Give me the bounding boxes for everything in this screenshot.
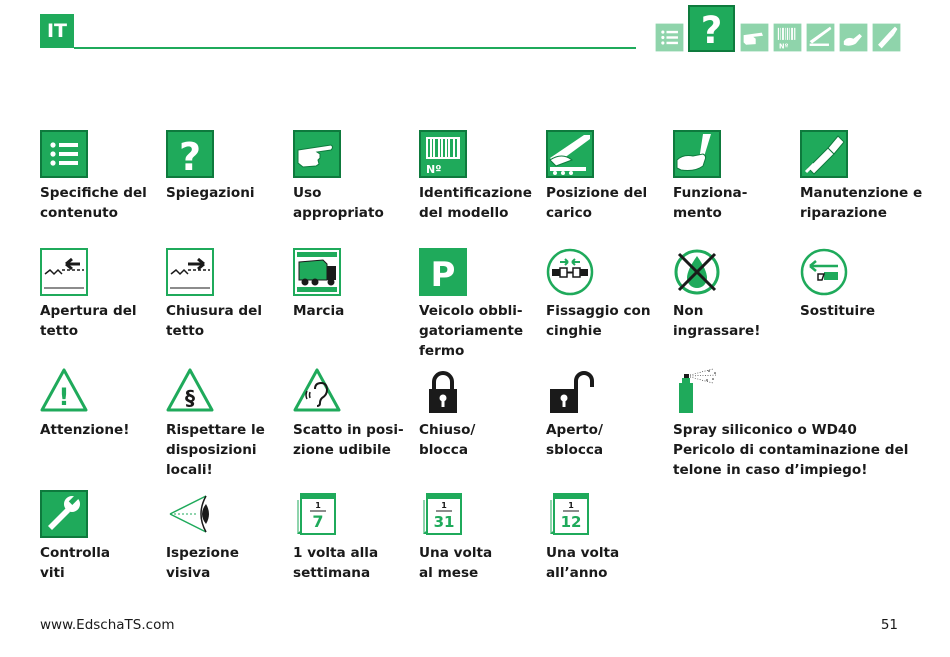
- barcode-icon: [419, 130, 467, 178]
- padlock-closed-icon: [419, 367, 467, 415]
- no-grease-icon: [673, 248, 721, 296]
- padlock-open-icon: [546, 367, 594, 415]
- item-label: Posizione del carico: [546, 185, 648, 221]
- item-driving: [293, 248, 418, 321]
- item-label: 1 volta alla settimana: [293, 545, 379, 581]
- operating-hand-icon: [673, 130, 721, 178]
- question-mark-icon: [166, 130, 214, 178]
- item-label: Una volta all’anno: [546, 545, 620, 581]
- item-label: Apertura del tetto: [40, 303, 137, 339]
- item-label: Veicolo obbli- gatoriamente fermo: [419, 303, 524, 359]
- warning-triangle-icon: [40, 367, 88, 415]
- eye-icon: [166, 490, 214, 538]
- item-audible-click: [293, 367, 418, 460]
- item-label: Spiegazioni: [166, 185, 255, 201]
- item-label: Uso appropriato: [293, 185, 384, 221]
- page-number: 51: [880, 617, 898, 633]
- item-locked: [419, 367, 544, 460]
- load-position-icon: [546, 130, 594, 178]
- item-vehicle-stopped: [419, 248, 544, 361]
- item-roof-opening: [40, 248, 165, 341]
- item-replace: [800, 248, 925, 321]
- load-position-icon[interactable]: [806, 23, 835, 52]
- svg-text:P: P: [430, 255, 456, 295]
- strap-buckle-icon: [546, 248, 594, 296]
- roof-close-arrow-icon: [166, 248, 214, 296]
- maintenance-tool-icon: [800, 130, 848, 178]
- barcode-icon[interactable]: [773, 23, 802, 52]
- item-label: Controlla viti: [40, 545, 111, 581]
- footer-url-link[interactable]: www.EdschaTS.com: [40, 617, 175, 633]
- svg-text:?: ?: [700, 8, 723, 52]
- header-rule: [74, 47, 636, 49]
- item-label: Manutenzione e riparazione: [800, 185, 923, 221]
- item-contents-spec: [40, 130, 165, 223]
- language-badge: IT: [40, 14, 74, 48]
- parking-icon: [419, 248, 467, 296]
- roof-open-arrow-icon: [40, 248, 88, 296]
- item-label: Funziona- mento: [673, 185, 748, 221]
- item-label: Ispezione visiva: [166, 545, 239, 581]
- item-label: Chiusura del tetto: [166, 303, 262, 339]
- contents-list-icon[interactable]: [655, 23, 684, 52]
- svg-text:Nº: Nº: [426, 163, 442, 176]
- item-silicone-spray: [673, 367, 923, 480]
- item-yearly: [546, 490, 671, 583]
- item-model-identification: [419, 130, 544, 223]
- paragraph-warning-icon: [166, 367, 214, 415]
- contents-list-icon: [40, 130, 88, 178]
- calendar-month-icon: [419, 490, 467, 538]
- item-operation: [673, 130, 798, 223]
- item-unlocked: [546, 367, 671, 460]
- item-label: Identificazione del modello: [419, 185, 532, 221]
- item-roof-closing: [166, 248, 291, 341]
- spray-can-icon: [673, 367, 721, 415]
- svg-text:1: 1: [315, 501, 321, 510]
- calendar-year-icon: [546, 490, 594, 538]
- item-label: Sostituire: [800, 303, 876, 319]
- item-label: Non ingrassare!: [673, 303, 761, 339]
- item-explanations: [166, 130, 291, 203]
- svg-text:!: !: [58, 383, 70, 411]
- svg-text:31: 31: [433, 513, 455, 531]
- item-label: Attenzione!: [40, 422, 130, 438]
- calendar-week-icon: [293, 490, 341, 538]
- item-label: Specifiche del contenuto: [40, 185, 147, 221]
- item-monthly: [419, 490, 544, 583]
- svg-text:1: 1: [441, 501, 447, 510]
- item-weekly: [293, 490, 418, 583]
- svg-text:§: §: [185, 386, 195, 410]
- operation-hand-icon[interactable]: [839, 23, 868, 52]
- pointing-hand-icon[interactable]: [740, 23, 769, 52]
- svg-text:1: 1: [568, 501, 574, 510]
- item-attention: [40, 367, 165, 440]
- item-no-grease: [673, 248, 798, 341]
- item-check-screws: [40, 490, 165, 583]
- wrench-icon: [40, 490, 88, 538]
- item-load-position: [546, 130, 671, 223]
- item-label: Rispettare le disposizioni locali!: [166, 422, 265, 478]
- truck-icon: [293, 248, 341, 296]
- item-maintenance: [800, 130, 925, 223]
- maintenance-tool-icon[interactable]: [872, 23, 901, 52]
- explanations-question-icon[interactable]: [688, 5, 735, 52]
- item-label: Chiuso/ blocca: [419, 422, 476, 458]
- item-visual-inspection: [166, 490, 291, 583]
- item-label: Marcia: [293, 303, 345, 319]
- item-strap-fastening: [546, 248, 671, 341]
- ear-icon: [293, 367, 341, 415]
- item-local-regulations: [166, 367, 291, 480]
- item-label: Aperto/ sblocca: [546, 422, 604, 458]
- item-label: Scatto in posi- zione udibile: [293, 422, 404, 458]
- svg-text:?: ?: [178, 135, 202, 178]
- replace-arrow-icon: [800, 248, 848, 296]
- pointing-hand-icon: [293, 130, 341, 178]
- item-appropriate-use: [293, 130, 418, 223]
- item-label: Spray siliconico o WD40 Pericolo di contaminazione del telone in caso d’impiego!: [673, 422, 909, 478]
- svg-text:12: 12: [560, 513, 582, 531]
- svg-text:Nº: Nº: [779, 42, 789, 51]
- item-label: Una volta al mese: [419, 545, 493, 581]
- item-label: Fissaggio con cinghie: [546, 303, 651, 339]
- svg-text:7: 7: [312, 512, 324, 531]
